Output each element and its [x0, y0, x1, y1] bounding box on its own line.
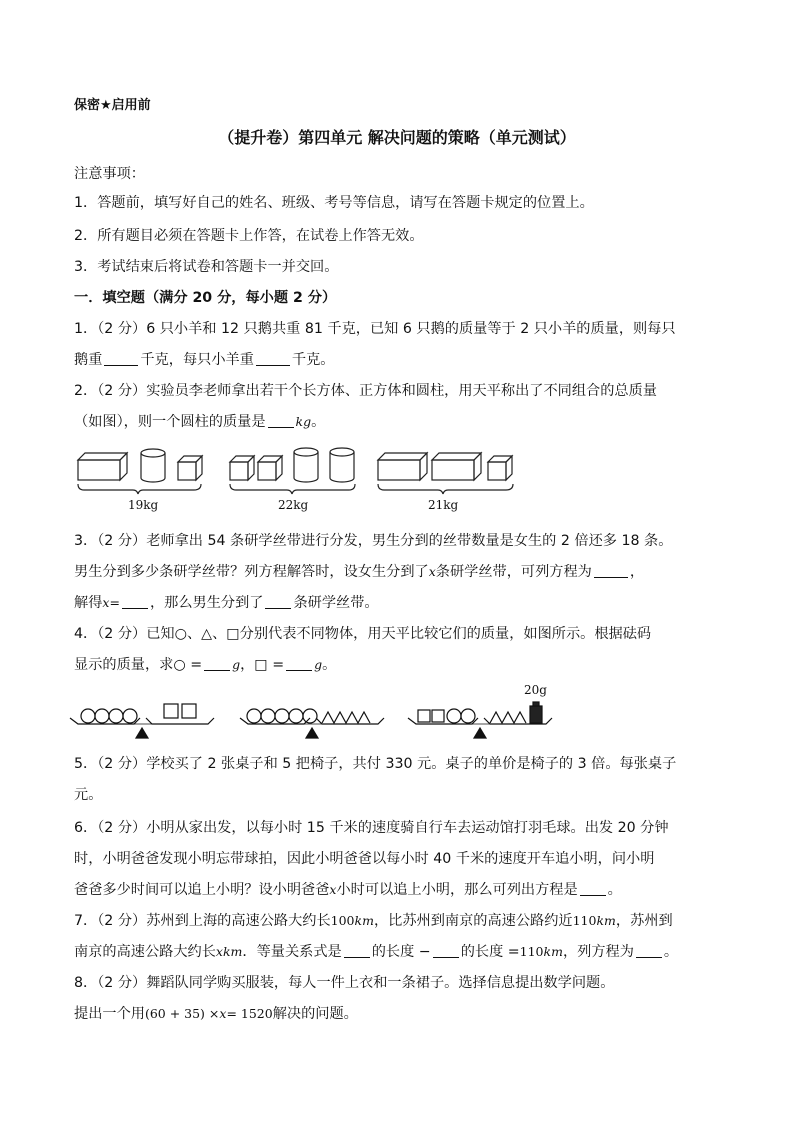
- q1-text-c: 千克。: [291, 352, 335, 368]
- weight-icon: [530, 702, 542, 723]
- note-item: 2．所有题目必须在答题卡上作答，在试卷上作答无效。: [74, 228, 424, 244]
- question-4-text: 4．（2 分）已知○、△、□分别代表不同物体，用天平比较它们的质量，如图所示。根据砝码: [74, 626, 652, 642]
- circle-object: [247, 709, 261, 723]
- cylinder-shape: [141, 449, 165, 482]
- variable-x: x: [102, 595, 110, 610]
- figure-label: 22kg: [278, 498, 309, 512]
- cube-shape: [178, 456, 202, 480]
- q3-text-d: 解得: [74, 595, 103, 611]
- q6-text-b: 小时可以追上小明，那么可列出方程是: [336, 882, 578, 898]
- answer-blank[interactable]: [268, 413, 294, 428]
- balance-scale: [240, 709, 384, 738]
- q7-number: 100: [330, 913, 355, 928]
- q7-text-d: 南京的高速公路大约长: [74, 944, 216, 960]
- weight-label: 20g: [524, 683, 547, 697]
- q2-end: 。: [311, 414, 326, 430]
- variable-x: x: [219, 1006, 227, 1021]
- brace-bracket: [78, 484, 201, 494]
- equals-sign: =: [109, 595, 120, 610]
- q7-text-g: 的长度 =: [460, 944, 520, 960]
- question-6-text: 6．（2 分）小明从家出发，以每小时 15 千米的速度骑自行车去运动馆打羽毛球。出发 20 分钟: [74, 820, 669, 836]
- cube-shape: [488, 456, 512, 480]
- cuboid-shape: [78, 453, 127, 480]
- fulcrum-icon: [474, 728, 486, 738]
- cuboid-shape: [432, 453, 481, 480]
- q4-unit: g: [232, 657, 241, 672]
- triangle-objects: [322, 712, 370, 723]
- answer-blank[interactable]: [344, 943, 370, 958]
- square-object: [418, 710, 430, 722]
- variable-x: x: [215, 944, 223, 959]
- q7-text-h: ，列方程为: [562, 944, 634, 960]
- triangle-objects: [490, 712, 526, 723]
- q7-unit: km: [222, 944, 243, 959]
- circle-object: [261, 709, 275, 723]
- question-4-continued: [74, 655, 336, 675]
- square-object: [432, 710, 444, 722]
- q7-text-a: 7．（2 分）苏州到上海的高速公路大约长: [74, 913, 331, 929]
- q7-unit: km: [596, 913, 616, 928]
- q4-text-a: 显示的质量，求○ =: [74, 657, 203, 673]
- brace-bracket: [378, 484, 513, 494]
- circle-object: [303, 709, 317, 723]
- answer-blank[interactable]: [594, 563, 628, 578]
- fulcrum-icon: [136, 728, 148, 738]
- question-7-line2: [74, 942, 678, 962]
- question-6-line3: [74, 880, 622, 900]
- question-5-continued: 元。: [74, 787, 103, 803]
- question-8-text: 8．（2 分）舞蹈队同学购买服装，每人一件上衣和一条裙子。选择信息提出数学问题。: [74, 975, 615, 991]
- cube-shape: [230, 456, 254, 480]
- q7-text-b: ，比苏州到南京的高速公路约近: [373, 913, 573, 929]
- circle-object: [461, 709, 475, 723]
- circle-object: [447, 709, 461, 723]
- q4-end: 。: [322, 657, 337, 673]
- cuboid-shape: [378, 453, 427, 480]
- q7-number: 110: [519, 944, 544, 959]
- q6-text-a: 爸爸多少时间可以追上小明？设小明爸爸: [74, 882, 330, 898]
- circle-object: [95, 709, 109, 723]
- q2-unit: kg: [295, 414, 312, 429]
- question-8-continued: [74, 1004, 358, 1024]
- balance-scale: [408, 702, 552, 738]
- question-1-text: 1．（2 分）6 只小羊和 12 只鹅共重 81 千克，已知 6 只鹅的质量等于 2 只小羊的质量，则每只: [74, 321, 676, 337]
- q3-text-c: ，: [629, 564, 645, 580]
- q8-text-b: 解决的问题。: [272, 1006, 358, 1022]
- answer-blank[interactable]: [256, 351, 290, 366]
- question-6-line2: 时，小明爸爸发现小明忘带球拍，因此小明爸爸以每小时 40 千米的速度开车追小明，问小明: [74, 851, 655, 867]
- q3-text-f: 条研学丝带。: [293, 595, 379, 611]
- q7-number: 110: [572, 913, 597, 928]
- answer-blank[interactable]: [122, 594, 148, 609]
- section-heading: 一．填空题（满分 20 分，每小题 2 分）: [74, 290, 337, 306]
- circle-object: [123, 709, 137, 723]
- q4-unit: g: [314, 657, 323, 672]
- q8-text-a: 提出一个用: [74, 1006, 145, 1022]
- cylinder-shape: [294, 448, 318, 482]
- question-3-line2: [74, 562, 644, 582]
- page-title: （提升卷）第四单元 解决问题的策略（单元测试）: [218, 128, 576, 147]
- q3-text-b: 条研学丝带，可列方程为: [435, 564, 592, 580]
- figure-label: 21kg: [428, 498, 459, 512]
- answer-blank[interactable]: [104, 351, 138, 366]
- q7-unit: km: [354, 913, 374, 928]
- q7-text-c: ，苏州到: [615, 913, 673, 929]
- balance-scale: [70, 704, 214, 738]
- q8-expression: (60 + 35) ×: [144, 1006, 220, 1021]
- question-3-line3: [74, 593, 379, 613]
- question-2-text: 2．（2 分）实验员李老师拿出若干个长方体、正方体和圆柱，用天平称出了不同组合的总质量: [74, 383, 657, 399]
- circle-object: [275, 709, 289, 723]
- q2-text-a: （如图），则一个圆柱的质量是: [74, 414, 266, 430]
- q7-text-e: ．等量关系式是: [242, 944, 342, 960]
- cylinder-shape: [330, 448, 354, 482]
- answer-blank[interactable]: [204, 656, 230, 671]
- q6-text-c: 。: [607, 882, 622, 898]
- answer-blank[interactable]: [265, 594, 291, 609]
- question-7-text: [74, 911, 673, 931]
- q3-text-a: 男生分到多少条研学丝带？列方程解答时，设女生分到了: [74, 564, 429, 580]
- variable-x: x: [329, 882, 337, 897]
- notes-heading: 注意事项：: [74, 166, 145, 182]
- circle-object: [109, 709, 123, 723]
- answer-blank[interactable]: [433, 943, 459, 958]
- figure-label: 19kg: [128, 498, 159, 512]
- circle-object: [81, 709, 95, 723]
- balance-scales-figure: [66, 680, 556, 742]
- q7-unit: km: [543, 944, 563, 959]
- answer-blank[interactable]: [286, 656, 312, 671]
- question-2-continued: [74, 412, 325, 432]
- answer-blank[interactable]: [580, 881, 606, 896]
- square-object: [182, 704, 196, 718]
- balance-groups-figure: [70, 440, 520, 518]
- question-3-text: 3．（2 分）老师拿出 54 条研学丝带进行分发，男生分到的丝带数量是女生的 2 倍还多 18 条。: [74, 533, 673, 549]
- variable-x: x: [428, 564, 436, 579]
- q1-text-a: 鹅重: [74, 352, 103, 368]
- cube-shape: [258, 456, 282, 480]
- brace-bracket: [230, 484, 355, 494]
- q4-text-b: ，□ =: [240, 657, 285, 673]
- note-item: 1．答题前，填写好自己的姓名、班级、考号等信息，请写在答题卡规定的位置上。: [74, 195, 594, 211]
- q3-text-e: ，那么男生分到了: [149, 595, 264, 611]
- square-object: [164, 704, 178, 718]
- q1-text-b: 千克，每只小羊重: [140, 352, 254, 368]
- note-item: 3．考试结束后将试卷和答题卡一并交回。: [74, 259, 339, 275]
- q7-text-i: 。: [663, 944, 679, 960]
- q7-text-f: 的长度 −: [371, 944, 431, 960]
- answer-blank[interactable]: [636, 943, 662, 958]
- confidential-label: 保密★启用前: [74, 98, 151, 113]
- question-5-text: 5．（2 分）学校买了 2 张桌子和 5 把椅子，共付 330 元。桌子的单价是椅子的 3 倍。每张桌子: [74, 756, 677, 772]
- fulcrum-icon: [306, 728, 318, 738]
- q8-expression: = 1520: [226, 1006, 273, 1021]
- question-1-continued: [74, 350, 334, 370]
- circle-object: [289, 709, 303, 723]
